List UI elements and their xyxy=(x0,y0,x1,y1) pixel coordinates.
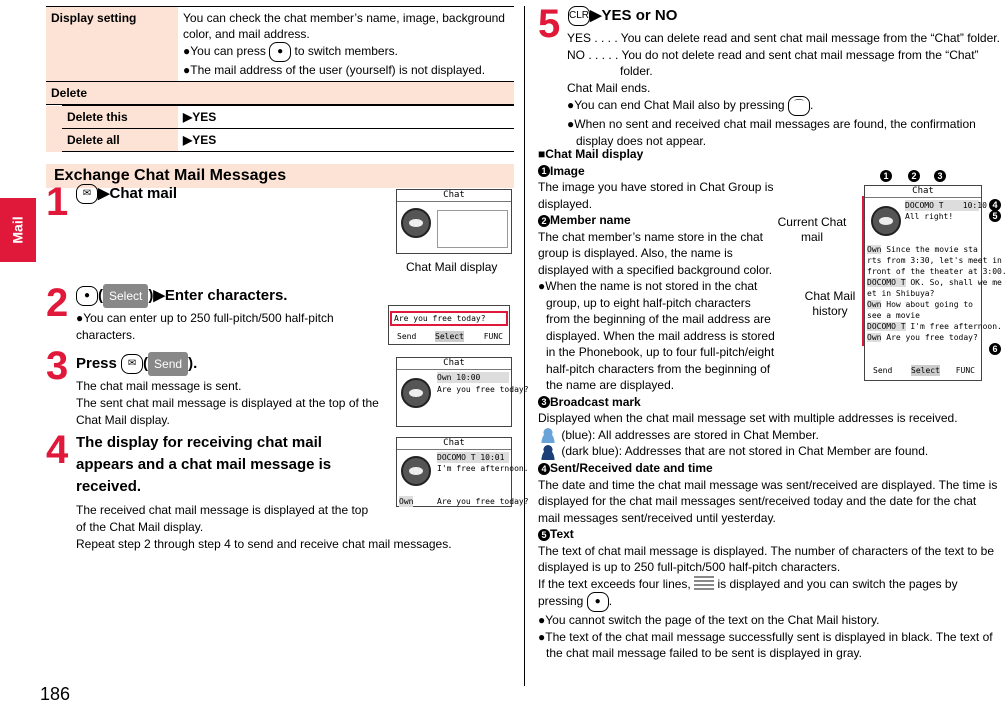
step-5-text: CLR▶YES or NO xyxy=(568,6,677,26)
callout-4: 4 xyxy=(989,199,1001,211)
display-setting-desc: You can check the chat member’s name, image, background color, and mail address. ●You can press ● to switch members. ●The mail address of the user (yourself) is not displayed. xyxy=(178,7,514,82)
delete-label: Delete xyxy=(46,82,514,105)
step-3-number: 3 xyxy=(46,344,69,388)
yes-desc: YES . . . . You can delete read and sent chat mail message from the “Chat” folder. xyxy=(567,31,1000,45)
callout-1: 1 xyxy=(880,170,892,182)
multi-key-icon: ● xyxy=(587,592,609,612)
chat-mail-ends: Chat Mail ends. xyxy=(567,80,651,95)
chat-mail-display-diagram: Chat DOCOMO T 10:10 All right! Own Since the movie sta rts from 3:30, let's meet in front of the theater at 3:00. DOCOMO T OK. So, shall we me et in Shibuya? Own How about going to see a movie DOCOMO T I'm free afternoon. Own Are you free today? Send Select FUNC xyxy=(864,185,982,381)
column-divider xyxy=(524,6,525,686)
step-4-desc: The received chat mail message is displayed at the top of the Chat Mail display. Repeat step 2 through step 4 to send and receive chat mail messages. xyxy=(76,503,452,551)
step-3-text: Press ✉ ( Send ). xyxy=(76,352,197,376)
callout-6: 6 xyxy=(989,343,1001,355)
step-3-desc: The chat mail message is sent. The sent chat mail message is displayed at the top of the Chat Mail display. xyxy=(76,379,379,427)
callout-3: 3 xyxy=(934,170,946,182)
avatar-icon xyxy=(401,208,431,238)
phone-screen-3: Chat Own 10:00 Are you free today? xyxy=(396,357,512,427)
delete-this-value: ▶YES xyxy=(178,106,514,129)
page-number: 186 xyxy=(40,684,71,704)
left-column xyxy=(46,6,514,188)
avatar-icon xyxy=(401,378,431,408)
mail-key-icon: ✉ xyxy=(121,354,143,374)
bracket-line xyxy=(862,196,864,346)
display-setting-label: Display setting xyxy=(46,7,178,82)
broadcast-darkblue-icon xyxy=(538,444,558,460)
no-desc: NO . . . . . You do not delete read and sent chat mail message from the “Chat” xyxy=(567,47,979,62)
step-4-number: 4 xyxy=(46,428,69,472)
step-4-text: The display for receiving chat mail appears and a chat mail message is received. xyxy=(76,434,332,495)
side-tab-mail: Mail xyxy=(0,198,36,262)
mail-key-icon: ✉ xyxy=(76,184,98,204)
enter-key-icon: ● xyxy=(76,286,98,306)
avatar-icon xyxy=(871,206,901,236)
settings-table xyxy=(46,6,514,152)
callout-2: 2 xyxy=(908,170,920,182)
step-5-number: 5 xyxy=(538,2,561,46)
chat-mail-history-label: Chat Mail history xyxy=(804,289,856,318)
callout-5: 5 xyxy=(989,210,1001,222)
chat-mail-display-heading: ■Chat Mail display xyxy=(538,147,644,161)
page-switch-icon xyxy=(694,576,714,592)
section-title: Exchange Chat Mail Messages xyxy=(46,164,514,188)
delete-this-label: Delete this xyxy=(62,106,178,129)
avatar-icon xyxy=(401,456,431,486)
step-2-text: ● ( Select )▶Enter characters. xyxy=(76,284,287,308)
phone-screen-1: Chat xyxy=(396,189,512,254)
broadcast-blue-icon xyxy=(538,427,558,443)
multi-key-icon: ● xyxy=(269,42,291,62)
chat-history-list: Own Since the movie sta rts from 3:30, let's meet in front of the theater at 3:00. DOCOMO T OK. So, shall we me et in Shibuya? Own How about going to see a movie DOCOMO T I'm free afternoon. Own Are you free today? xyxy=(867,245,1007,342)
step-1-text: ✉ ▶Chat mail xyxy=(76,183,177,205)
chat-mail-display-caption: Chat Mail display xyxy=(406,260,498,274)
delete-all-value: ▶YES xyxy=(178,129,514,152)
step-2-note: ●You can enter up to 250 full-pitch/500 half-pitch characters. xyxy=(76,311,334,342)
phone-screen-2: Are you free today? Send Select FUNC xyxy=(388,305,510,345)
clr-key-icon: CLR xyxy=(568,6,590,26)
delete-all-label: Delete all xyxy=(62,129,178,152)
phone-screen-4: Chat DOCOMO T 10:01 I'm free afternoon. Own Are you free today? xyxy=(396,437,512,507)
step-2-number: 2 xyxy=(46,281,69,325)
step-1-number: 1 xyxy=(46,180,69,224)
end-key-icon: ⌒ xyxy=(788,96,810,116)
current-chat-mail-label: Current Chat mail xyxy=(777,215,847,244)
